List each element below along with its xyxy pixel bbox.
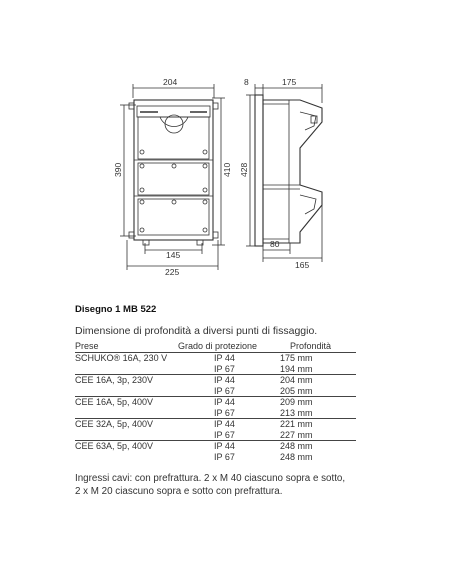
socket-name: SCHUKO® 16A, 230 V (75, 353, 214, 364)
header-depth: Profondità (290, 341, 332, 351)
table-row (75, 419, 356, 430)
table-row (75, 364, 356, 375)
dim-side-base: 80 (270, 239, 280, 249)
table-row (75, 452, 356, 463)
depth-value: 221 mm (280, 419, 356, 430)
dim-lip: 8 (244, 77, 249, 87)
socket-name: CEE 16A, 5p, 400V (75, 397, 214, 408)
dim-side-bottom: 165 (295, 260, 310, 270)
protection-grade: IP 67 (214, 451, 235, 462)
protection-grade: IP 67 (214, 429, 235, 440)
protection-grade: IP 44 (214, 353, 280, 364)
table-row (75, 441, 356, 452)
socket-name: CEE 16A, 3p, 230V (75, 375, 214, 386)
dim-side-depth: 175 (282, 77, 297, 87)
socket-name: CEE 63A, 5p, 400V (75, 441, 214, 452)
depth-value: 213 mm (280, 407, 313, 418)
table-row (75, 386, 356, 397)
depth-value: 209 mm (280, 397, 356, 408)
depth-value: 194 mm (280, 363, 313, 374)
socket-name: CEE 32A, 5p, 400V (75, 419, 214, 430)
protection-grade: IP 67 (214, 363, 235, 374)
table-row (75, 375, 356, 386)
drawing-caption: Disegno 1 MB 522 (75, 304, 157, 315)
dim-base-width: 225 (165, 267, 180, 277)
footer-line-2: 2 x M 20 ciascuno sopra e sotto con prefrattura. (75, 486, 283, 497)
protection-grade: IP 44 (214, 375, 280, 386)
dim-top-width: 204 (163, 77, 178, 87)
dim-height-inner: 410 (222, 162, 232, 177)
depth-value: 227 mm (280, 429, 313, 440)
depth-value: 248 mm (280, 441, 356, 452)
spec-table (75, 352, 356, 462)
depth-value: 175 mm (280, 353, 356, 364)
protection-grade: IP 44 (214, 397, 280, 408)
protection-grade: IP 44 (214, 419, 280, 430)
depth-value: 204 mm (280, 375, 356, 386)
table-row (75, 408, 356, 419)
table-row (75, 430, 356, 441)
header-sockets: Prese (75, 341, 99, 351)
description: Dimensione di profondità a diversi punti di fissaggio. (75, 325, 318, 337)
table-row (75, 353, 356, 364)
depth-value: 205 mm (280, 385, 313, 396)
front-view (120, 84, 225, 270)
footer-line-1: Ingressi cavi: con prefrattura. 2 x M 40 ciascuno sopra e sotto, (75, 473, 346, 484)
protection-grade: IP 44 (214, 441, 280, 452)
header-protection: Grado di protezione (178, 341, 258, 351)
depth-value: 248 mm (280, 451, 313, 462)
technical-drawing (0, 0, 452, 290)
table-row (75, 397, 356, 408)
side-view (246, 84, 322, 262)
protection-grade: IP 67 (214, 407, 235, 418)
dim-mount-spacing: 145 (166, 250, 181, 260)
protection-grade: IP 67 (214, 385, 235, 396)
dim-height-body: 390 (113, 162, 123, 177)
dim-height-side: 428 (239, 162, 249, 177)
